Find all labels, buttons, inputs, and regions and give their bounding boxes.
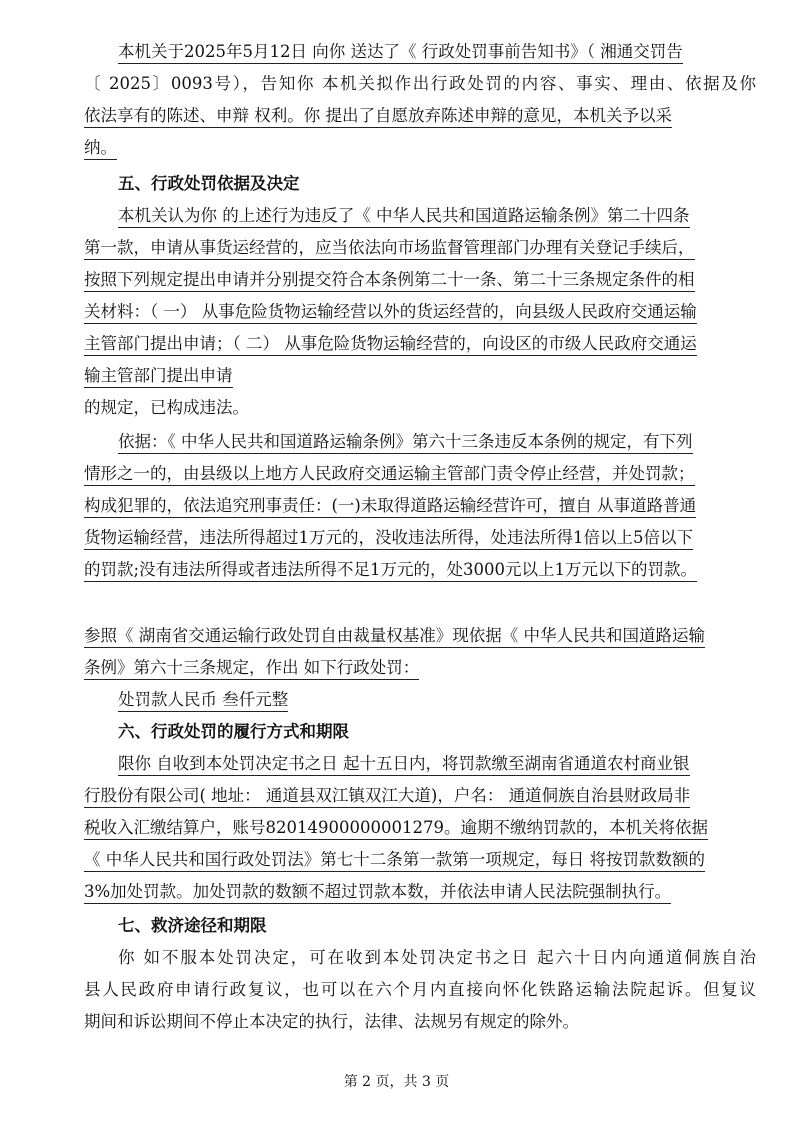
section6-line4-text: 《 中华人民共和国行政处罚法》第七十二条第一款第一项规定，每日 将按罚款数额的 xyxy=(84,848,705,872)
section5-line2 xyxy=(84,236,756,260)
para1-line3 xyxy=(84,104,756,128)
section6-line3-text: 税收入汇缴结算户，账号82014900000001279。逾期不缴纳罚款的，本机关将依据 xyxy=(84,816,708,840)
section6-line4 xyxy=(84,848,756,872)
section5-line3-text: 按照下列规定提出申请并分别提交符合本条例第二十一条、第二十三条规定条件的相 xyxy=(84,268,695,292)
reference-line2-text: 条例》第六十三条规定，作出 如下行政处罚： xyxy=(84,656,419,680)
section6-line3 xyxy=(84,816,756,840)
section5-line5-text: 主管部门提出申请；（ 二） 从事危险货物运输经营的，向设区的市级人民政府交通运 xyxy=(84,332,697,356)
reference-line2 xyxy=(84,656,756,680)
page-number: 第 2 页，共 3 页 xyxy=(343,1074,450,1090)
penalty-amount xyxy=(118,688,756,712)
basis-line4-text: 货物运输经营，违法所得超过1万元的，没收违法所得，处违法所得1倍以上5倍以下 xyxy=(84,526,693,550)
basis-line5-text: 的罚款;没有违法所得或者违法所得不足1万元的，处3000元以上1万元以下的罚款。 xyxy=(84,558,697,582)
basis-line4 xyxy=(84,526,756,550)
section6-line1-text: 限你 自收到本处罚决定书之日 起十五日内，将罚款缴至湖南省通道农村商业银 xyxy=(118,752,690,776)
section5-line2-text: 第一款，申请从事货运经营的，应当依法向市场监督管理部门办理有关登记手续后， xyxy=(84,236,695,260)
section5-line4 xyxy=(84,300,756,324)
section7-line1: 你 如不服本处罚决定，可在收到本处罚决定书之日 起六十日内向通道侗族自治 xyxy=(118,948,756,967)
section5-conclusion: 的规定，已构成违法。 xyxy=(84,398,249,417)
para1-line1-text: 本机关于2025年5月12日 向你 送达了《 行政处罚事前告知书》（ 湘通交罚告 xyxy=(118,40,683,64)
para1-line4 xyxy=(84,136,756,160)
basis-line1-text: 依据：《 中华人民共和国道路运输条例》第六十三条违反本条例的规定，有下列 xyxy=(118,430,693,454)
basis-line1 xyxy=(118,430,756,454)
para1-line2 xyxy=(84,72,756,96)
basis-line3-text: 构成犯罪的，依法追究刑事责任：(一)未取得道路运输经营许可，擅自 从事道路普通 xyxy=(84,494,696,518)
section7-line2: 县人民政府申请行政复议，也可以在六个月内直接向怀化铁路运输法院起诉。但复议 xyxy=(84,980,756,999)
basis-line5 xyxy=(84,558,756,582)
section5-line1 xyxy=(118,204,756,228)
section6-line1 xyxy=(118,752,756,776)
para1-line4-text: 纳。 xyxy=(84,136,117,160)
section6-line5-text: 3%加处罚款。加处罚款的数额不超过罚款本数，并依法申请人民法院强制执行。 xyxy=(84,880,671,904)
basis-line3 xyxy=(84,494,756,518)
section5-line5 xyxy=(84,332,756,356)
para1-line3-text: 依法享有的陈述、申辩 权利。你 提出了自愿放弃陈述申辩的意见，本机关予以采 xyxy=(84,104,672,128)
reference-line1-text: 参照《 湖南省交通运输行政处罚自由裁量权基准》现依据《 中华人民共和国道路运输 xyxy=(84,624,705,648)
para1-line2-text: 〔 2025〕0093号），告知你 本机关拟作出行政处罚的内容、事实、理由、依据及你 xyxy=(84,74,756,93)
section5-line6 xyxy=(84,364,756,388)
section5-heading: 五、行政处罚依据及决定 xyxy=(118,174,300,193)
section6-heading: 六、行政处罚的履行方式和期限 xyxy=(118,722,349,741)
section5-line1-text: 本机关认为你 的上述行为违反了《 中华人民共和国道路运输条例》第二十四条 xyxy=(118,204,690,228)
section7-line3: 期间和诉讼期间不停止本决定的执行，法律、法规另有规定的除外。 xyxy=(84,1012,579,1031)
section5-line4-text: 关材料：（ 一） 从事危险货物运输经营以外的货运经营的，向县级人民政府交通运输 xyxy=(84,300,697,324)
section6-line5 xyxy=(84,880,756,904)
penalty-amount-text: 处罚款人民币 叁仟元整 xyxy=(118,688,288,712)
para1-line1 xyxy=(118,40,756,64)
section6-line2 xyxy=(84,784,756,808)
section5-line6-text: 输主管部门提出申请 xyxy=(84,364,233,388)
reference-line1 xyxy=(84,624,756,648)
section5-line3 xyxy=(84,268,756,292)
section6-line2-text: 行股份有限公司( 地址： 通道县双江镇双江大道)，户名： 通道侗族自治县财政局非 xyxy=(84,784,690,808)
basis-line2 xyxy=(84,462,756,486)
basis-line2-text: 情形之一的，由县级以上地方人民政府交通运输主管部门责令停止经营，并处罚款； xyxy=(84,462,695,486)
section7-heading: 七、救济途径和期限 xyxy=(118,916,267,935)
